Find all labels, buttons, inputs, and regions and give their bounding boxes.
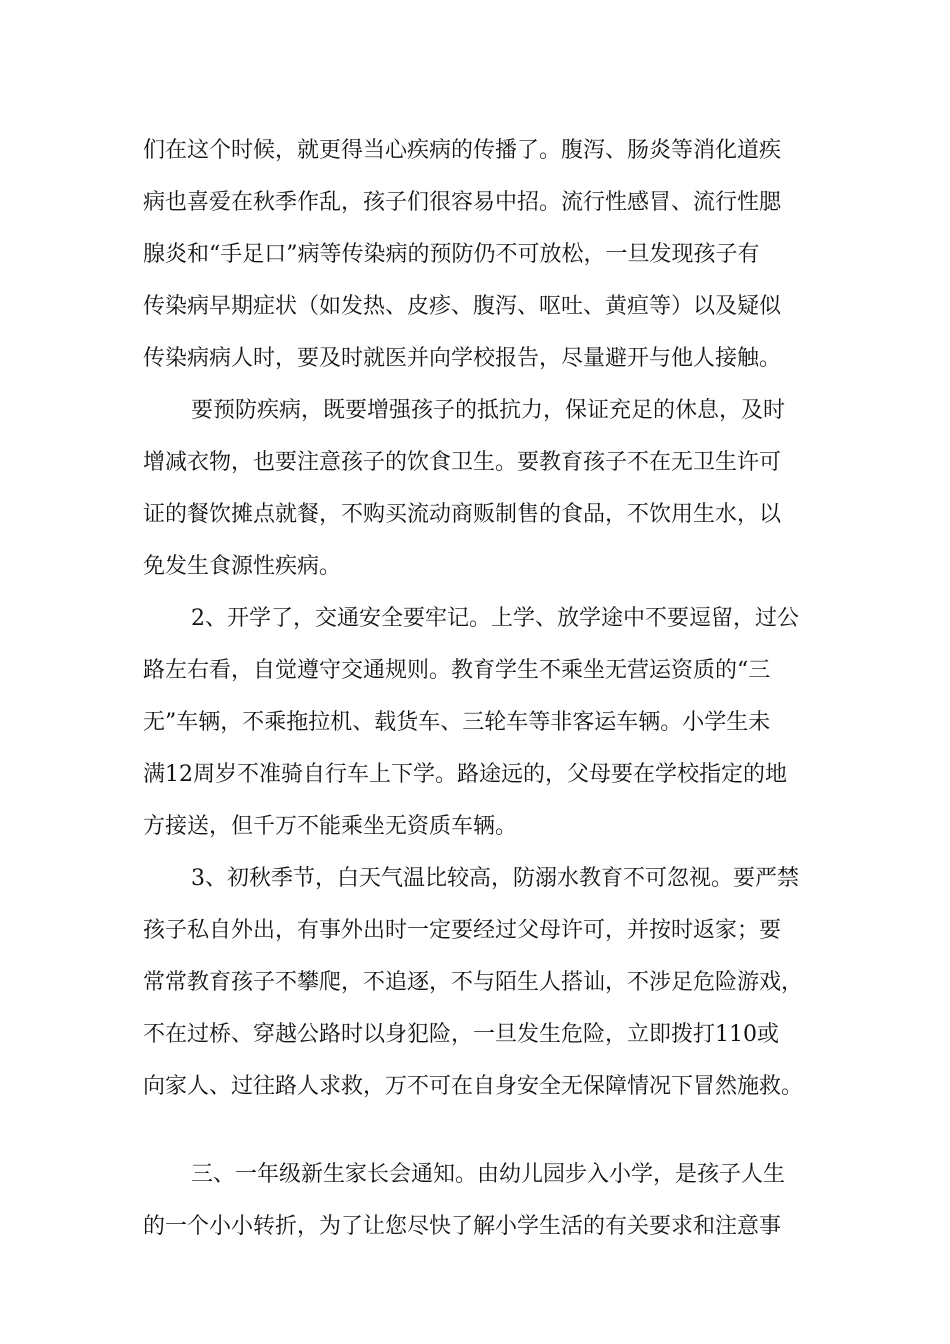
paragraph-first-line: 三、一年级新生家长会通知。由幼儿园步入小学，是孩子人生 [191, 1162, 786, 1187]
text-line: 无”车辆，不乘拖拉机、载货车、三轮车等非客运车辆。小学生未 [143, 710, 771, 735]
text-line: 腺炎和“手足口”病等传染病的预防仍不可放松，一旦发现孩子有 [143, 242, 760, 267]
text-line: 证的餐饮摊点就餐，不购买流动商贩制售的食品，不饮用生水，以 [143, 502, 782, 527]
text-line: 路左右看，自觉遵守交通规则。教育学生不乘坐无营运资质的“三 [143, 658, 771, 683]
text-line: 常常教育孩子不攀爬，不追逐，不与陌生人搭讪，不涉足危险游戏， [143, 970, 804, 995]
paragraph-first-line: 2、开学了，交通安全要牢记。上学、放学途中不要逗留，过公 [191, 606, 799, 631]
text-line: 满12周岁不准骑自行车上下学。路途远的，父母要在学校指定的地 [143, 762, 787, 787]
text-line: 传染病早期症状（如发热、皮疹、腹泻、呕吐、黄疸等）以及疑似 [143, 294, 782, 319]
text-line: 增减衣物，也要注意孩子的饮食卫生。要教育孩子不在无卫生许可 [143, 450, 782, 475]
text-line: 方接送，但千万不能乘坐无资质车辆。 [143, 814, 518, 839]
text-line: 们在这个时候，就更得当心疾病的传播了。腹泻、肠炎等消化道疾 [143, 138, 782, 163]
text-line: 传染病病人时，要及时就医并向学校报告，尽量避开与他人接触。 [143, 346, 782, 371]
text-line: 病也喜爱在秋季作乱，孩子们很容易中招。流行性感冒、流行性腮 [143, 190, 782, 215]
paragraph-first-line: 要预防疾病，既要增强孩子的抵抗力，保证充足的休息，及时 [191, 398, 786, 423]
text-line: 免发生食源性疾病。 [143, 554, 342, 579]
paragraph-first-line: 3、初秋季节，白天气温比较高，防溺水教育不可忽视。要严禁 [191, 866, 799, 891]
text-line: 的一个小小转折，为了让您尽快了解小学生活的有关要求和注意事 [143, 1214, 782, 1239]
text-line: 孩子私自外出，有事外出时一定要经过父母许可，并按时返家；要 [143, 918, 782, 943]
text-line: 向家人、过往路人求救，万不可在自身安全无保障情况下冒然施救。 [143, 1074, 804, 1099]
text-line: 不在过桥、穿越公路时以身犯险，一旦发生危险，立即拨打110或 [143, 1022, 779, 1047]
